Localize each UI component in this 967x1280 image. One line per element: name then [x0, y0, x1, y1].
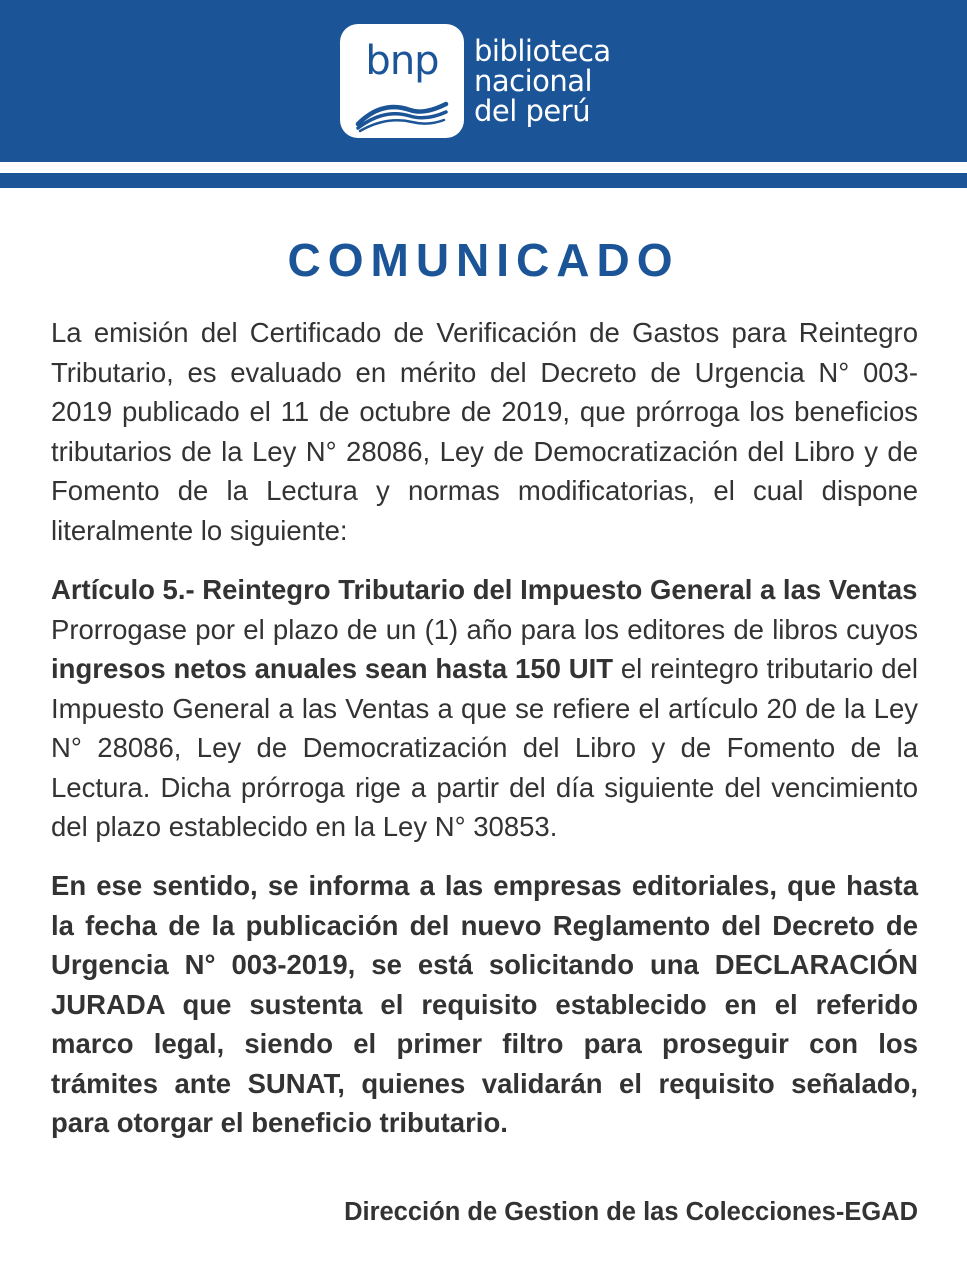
intro-paragraph: La emisión del Certificado de Verificación de Gastos para Reintegro Tributario, es evaluado en mérito del Decreto de Urgencia N° 003-2019 publicado el 11 de octubre de 2019, que prórroga los beneficios tributarios de la Ley N° 28086, Ley de Democratización del Libro y de Fomento de la Lectura y normas modificatorias, el cual dispone literalmente lo siguiente: [51, 317, 918, 546]
page-title: COMUNICADO [287, 234, 680, 286]
bnp-logo [340, 24, 630, 140]
notice-paragraph: En ese sentido, se informa a las empresas editoriales, que hasta la fecha de la publicación del nuevo Reglamento del Decreto de Urgencia N° 003-2019, se está solicitando una DECLARACIÓN JURADA que sustenta el requisito establecido en el referido marco legal, siendo el primer filtro para proseguir con los trámites ante SUNAT, quienes validarán el requisito señalado, para otorgar el beneficio tributario. [51, 870, 918, 1138]
article-text-after: el reintegro tributario del Impuesto General a las Ventas a que se refiere el artículo 20 de la Ley N° 28086, Ley de Democratización del Libro y de Fomento de la Lectura. Dicha prórroga rige a partir del día siguiente del vencimiento del plazo establecido en la Ley N° 30853. [51, 653, 918, 842]
article-heading: Artículo 5.- Reintegro Tributario del Impuesto General a las Ventas [51, 574, 918, 605]
header-banner [0, 0, 967, 162]
logo-name-line-3: del perú [474, 94, 591, 128]
open-book-icon [354, 94, 450, 134]
logo-abbreviation: bnp [365, 38, 439, 84]
logo-name-line-1: biblioteca [474, 34, 611, 68]
header-stripe [0, 173, 967, 188]
logo-badge [340, 24, 464, 138]
article-paragraph [51, 570, 918, 847]
logo-wordmark [474, 36, 634, 126]
article-text-before: Prorrogase por el plazo de un (1) año para los editores de libros cuyos [51, 613, 918, 645]
logo-name-line-2: nacional [474, 64, 593, 98]
article-emphasis: ingresos netos anuales sean hasta 150 UIT [51, 653, 614, 684]
signature: Dirección de Gestion de las Colecciones-EGAD [344, 1198, 918, 1226]
